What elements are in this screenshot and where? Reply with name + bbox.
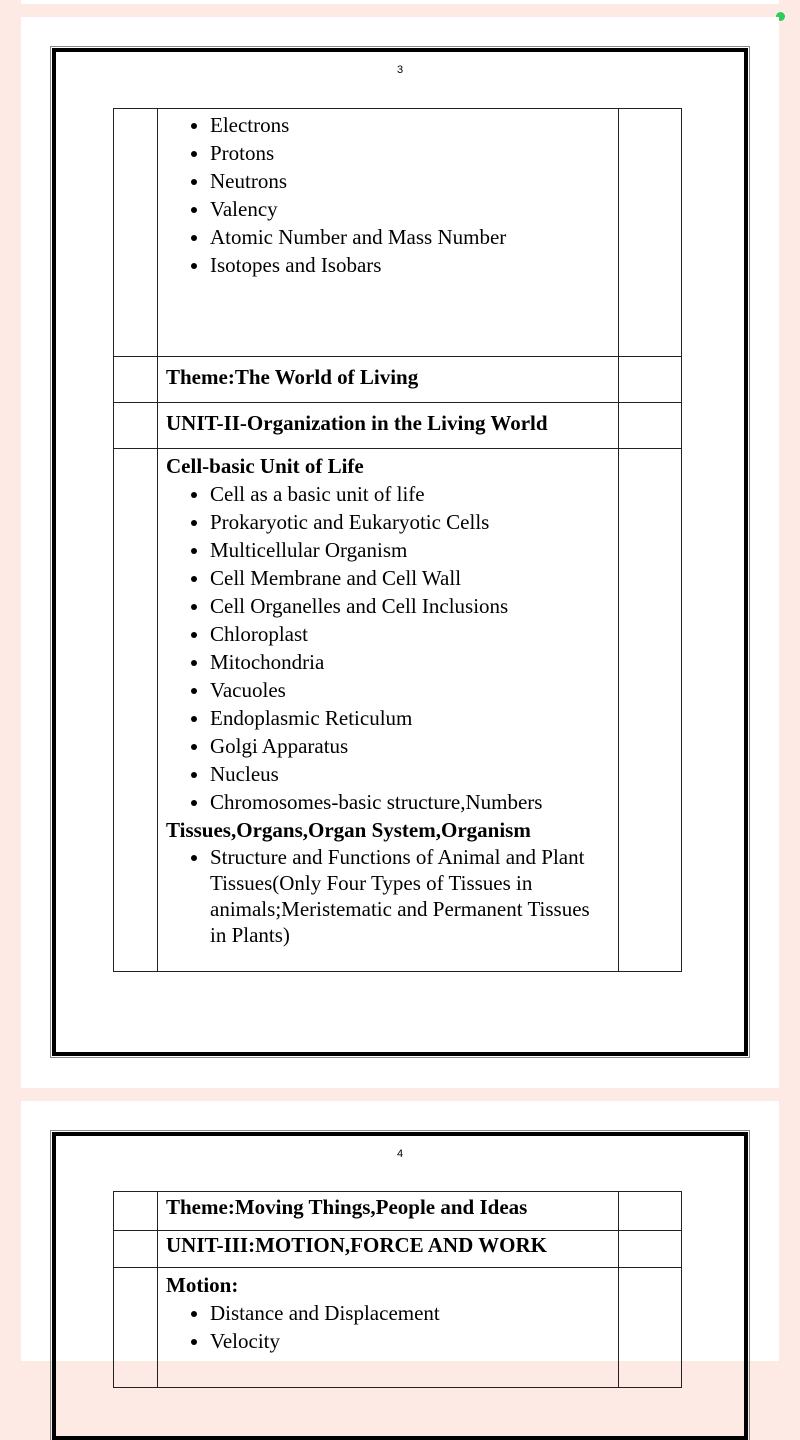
list-item: • Electrons: [210, 111, 610, 139]
previous-page: [21, 0, 779, 4]
table-row: [114, 403, 682, 449]
table-row: [114, 1268, 682, 1388]
list-item: • Chromosomes-basic structure,Numbers: [210, 788, 610, 816]
list-item: • Atomic Number and Mass Number: [210, 223, 610, 251]
list-item: • Isotopes and Isobars: [210, 251, 610, 279]
pdf-page-3: [21, 17, 779, 1088]
section-heading: Cell-basic Unit of Life: [166, 454, 364, 478]
theme-heading: Theme:Moving Things,People and Ideas: [158, 1192, 619, 1231]
unit-heading: UNIT-II-Organization in the Living World: [158, 403, 619, 449]
section-heading: Motion:: [166, 1273, 239, 1297]
list-item: • Cell Membrane and Cell Wall: [210, 564, 610, 592]
list-item: • Cell Organelles and Cell Inclusions: [210, 592, 610, 620]
list-item: • Protons: [210, 139, 610, 167]
list-item: • Golgi Apparatus: [210, 732, 610, 760]
list-item: • Neutrons: [210, 167, 610, 195]
table-row: [114, 109, 682, 357]
list-item: • Endoplasmic Reticulum: [210, 704, 610, 732]
section-heading: Tissues,Organs,Organ System,Organism: [166, 818, 531, 842]
page-border: [52, 48, 748, 1056]
list-item: • Cell as a basic unit of life: [210, 480, 610, 508]
table-row: [114, 1192, 682, 1231]
pdf-page-4: [21, 1101, 779, 1361]
list-item: • Prokaryotic and Eukaryotic Cells: [210, 508, 610, 536]
list-item: • Mitochondria: [210, 648, 610, 676]
list-item: • Valency: [210, 195, 610, 223]
list-item: • Velocity: [210, 1327, 610, 1355]
page-border: [52, 1132, 748, 1440]
list-item: • Distance and Displacement: [210, 1299, 610, 1327]
table-row: [114, 449, 682, 972]
unit-heading: UNIT-III:MOTION,FORCE AND WORK: [158, 1231, 619, 1268]
list-item: • Multicellular Organism: [210, 536, 610, 564]
table-row: [114, 357, 682, 403]
page-number: 3: [396, 64, 404, 76]
table-row: [114, 1231, 682, 1268]
theme-heading: Theme:The World of Living: [158, 357, 619, 403]
page-number: 4: [396, 1148, 404, 1160]
list-item: • Chloroplast: [210, 620, 610, 648]
syllabus-table: [113, 108, 682, 972]
list-item: • Nucleus: [210, 760, 610, 788]
list-item: • Vacuoles: [210, 676, 610, 704]
syllabus-table: [113, 1191, 682, 1388]
list-item: • Structure and Functions of Animal and Plant Tissues(Only Four Types of Tissues in animals;Meristematic and Permanent Tissues in Plants): [210, 844, 610, 948]
